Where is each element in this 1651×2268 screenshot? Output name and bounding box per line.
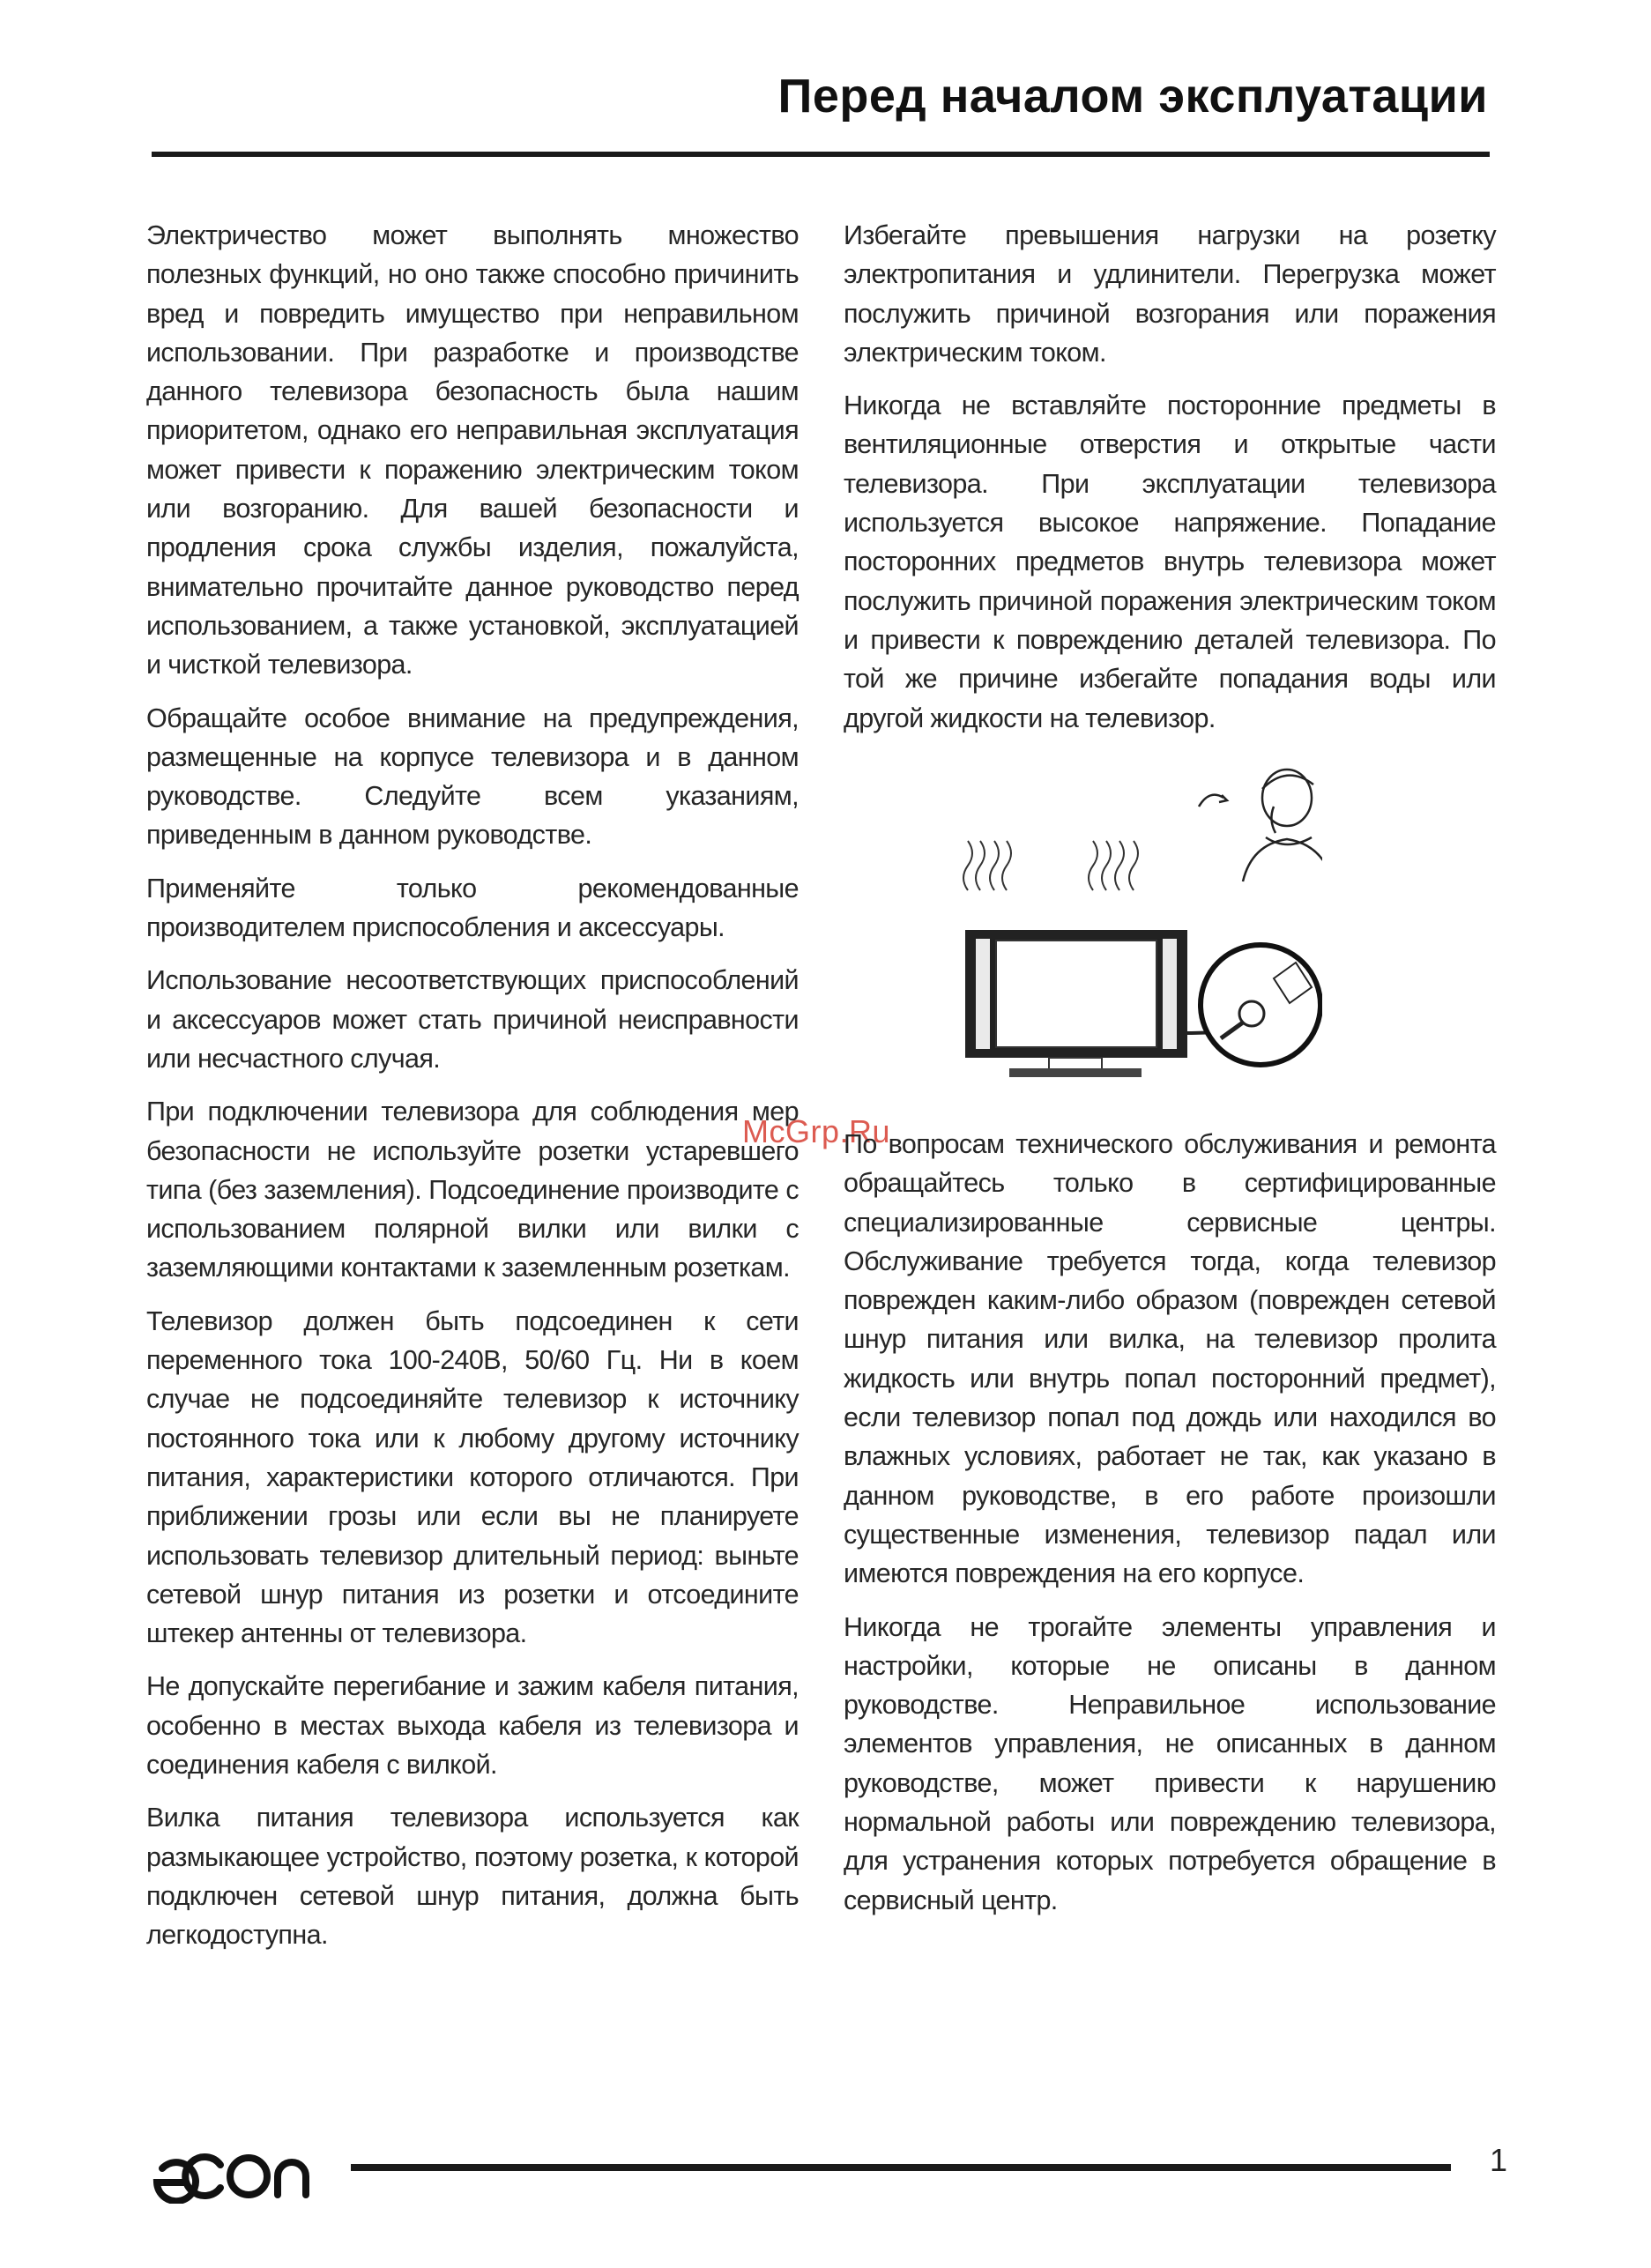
- paragraph: Никогда не трогайте элементы управления и настройки, которые не описаны в данном руководстве. Неправильное использование элементов управления, не описанных в данном руководстве, может привести к нарушению нормальной работы или повреждению телевизора, для устранения которых потребуется обращение в сервисный центр.: [844, 1611, 1496, 1915]
- paragraph: Обращайте особое внимание на предупреждения, размещенные на корпусе телевизора и в данном руководстве. Следуйте всем указаниям, приведенным в данном руководстве.: [146, 703, 799, 851]
- page-number: 1: [1490, 2142, 1508, 2178]
- right-column-bottom: [844, 1125, 1496, 1934]
- footer-rule: [351, 2164, 1451, 2171]
- plug-socket-icon: [1181, 945, 1320, 1065]
- paragraph: Не допускайте перегибание и зажим кабеля питания, особенно в местах выхода кабеля из телевизора и соединения кабеля с вилкой.: [146, 1671, 799, 1780]
- paragraph: Электричество может выполнять множество полезных функций, но оно также способно причинить вред и повредить имущество при неправильном использовании. При разработке и производстве данного телевизора безопасность была нашим приоритетом, однако его неправильная эксплуатация может привести к поражению электрическим током или возгоранию. Для вашей безопасности и продления срока службы изделия, пожалуйста, внимательно прочитайте данное руководство перед использованием, а также установкой, эксплуатацией и чисткой телевизора.: [146, 220, 799, 680]
- header-rule: [152, 152, 1490, 157]
- paragraph: Использование несоответствующих приспособлений и аксессуаров может стать причиной неисправности или несчастного случая.: [146, 965, 799, 1074]
- econ-logo: [150, 2149, 313, 2204]
- paragraph: Вилка питания телевизора используется как размыкающее устройство, поэтому розетка, к которой подключен сетевой шнур питания, должна быть легкодоступна.: [146, 1803, 799, 1951]
- paragraph: Применяйте только рекомендованные производителем приспособления и аксессуары.: [146, 873, 799, 943]
- technician-phone-icon: [1199, 770, 1322, 881]
- paragraph: Телевизор должен быть подсоединен к сети переменного тока 100-240В, 50/60 Гц. Ни в коем случае не подсоединяйте телевизор к источнику постоянного тока или к любому другому источнику питания, характеристики которого отличаются. При приближении грозы или если вы не планируете использовать телевизор длительный период: выньте сетевой шнур питания из розетки и отсоедините штекер антенны от телевизора.: [146, 1305, 799, 1649]
- paragraph: По вопросам технического обслуживания и ремонта обращайтесь только в сертифицированные специализированные сервисные центры. Обслуживание требуется тогда, когда телевизор поврежден каким-либо образом (поврежден сетевой шнур питания или вилка, на телевизор пролита жидкость или внутрь попал посторонний предмет), если телевизор попал под дождь или находился во влажных условиях, работает не так, как указано в данном руководстве, в его работе произошли существенные изменения, телевизор падал или имеются повреждения на его корпусе.: [844, 1129, 1496, 1589]
- page-title: Перед началом эксплуатации: [777, 70, 1488, 123]
- paragraph: При подключении телевизора для соблюдения мер безопасности не используйте розетки устаревшего типа (без заземления). Подсоединение производите с использованием полярной вилки или вилки с заземляющими контактами к заземленным розеткам.: [146, 1097, 799, 1283]
- left-column: [146, 216, 799, 1968]
- hot-tv-icon: [965, 930, 1187, 1077]
- safety-illustration: [926, 758, 1322, 1089]
- paragraph: Избегайте превышения нагрузки на розетку электропитания и удлинители. Перегрузка может послужить причиной возгорания или поражения электрическим током.: [844, 220, 1496, 368]
- watermark: McGrp.Ru: [742, 1113, 891, 1149]
- right-column-top: [844, 216, 1496, 752]
- heat-waves-icon: [963, 841, 1138, 890]
- paragraph: Никогда не вставляйте посторонние предметы в вентиляционные отверстия и открытые части телевизора. При эксплуатации телевизора используется высокое напряжение. Попадание посторонних предметов внутрь телевизора может послужить причиной поражения электрическим током и привести к повреждению деталей телевизора. По той же причине избегайте попадания воды или другой жидкости на телевизор.: [844, 390, 1496, 733]
